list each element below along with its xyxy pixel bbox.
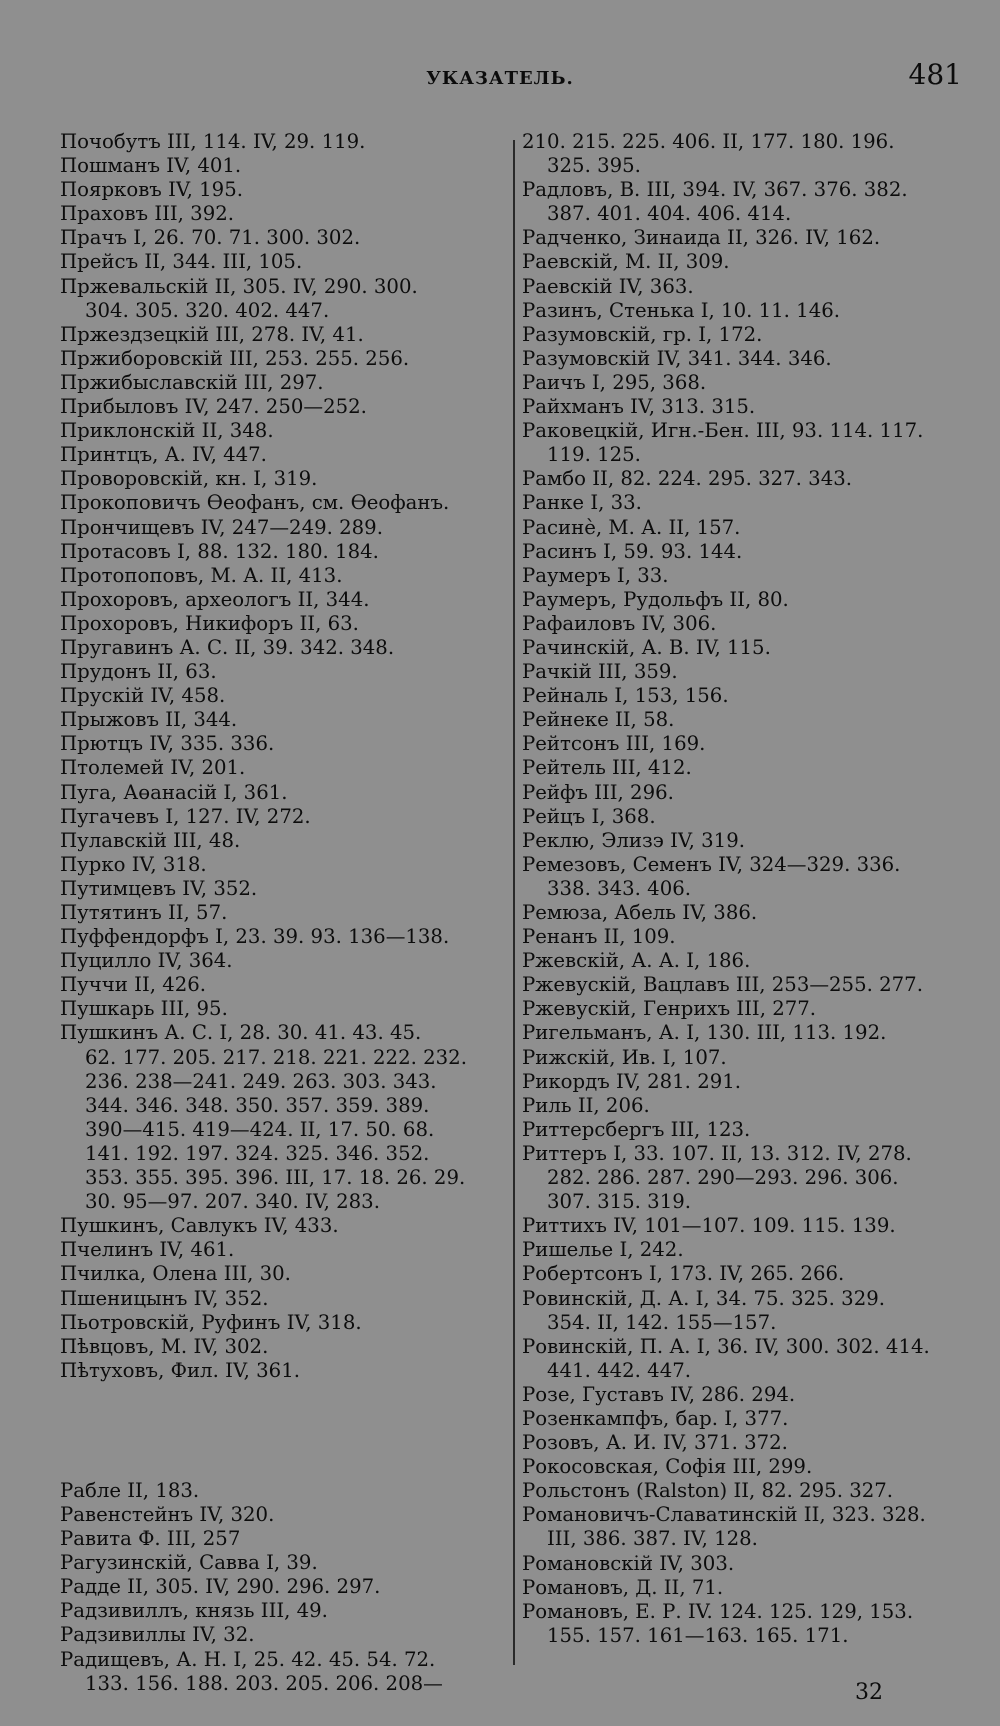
index-entry-line: Протасовъ I, 88. 132. 180. 184. [60,539,379,563]
index-entry [60,371,505,395]
index-entry-line: 304. 305. 320. 402. 447. [85,298,330,322]
index-column-right [522,130,967,1648]
index-entry-line: Ригельманъ, А. I, 130. III, 113. 192. [522,1021,887,1045]
index-entry-line: Поярковъ IV, 195. [60,178,243,202]
index-entry [522,612,967,636]
index-entry [522,1552,967,1576]
index-entry-line: Радзивиллъ, князь III, 49. [60,1599,328,1623]
index-entry [522,997,967,1021]
index-entry-line: Риль II, 206. [522,1093,650,1117]
index-entry [522,275,967,299]
index-entry [522,1503,967,1551]
index-entry [522,1383,967,1407]
index-entry-line: Романовичъ-Славатинскій II, 323. 328. [522,1503,926,1527]
index-entry-line: Прудонъ II, 63. [60,660,217,684]
index-entry-line: Ренанъ II, 109. [522,925,676,949]
index-entry [60,901,505,925]
index-entry [522,756,967,780]
index-entry-line: Рейтсонъ III, 169. [522,732,706,756]
index-entry [60,660,505,684]
index-entry-line: Пчелинъ IV, 461. [60,1238,235,1262]
index-entry [60,154,505,178]
index-entry-line: Проворовскій, кн. I, 319. [60,467,318,491]
index-entry-line: Романовъ, Е. Р. IV. 124. 125. 129, 153. [522,1599,914,1623]
page-number: 481 [908,58,962,91]
index-entry-line: Пошманъ IV, 401. [60,154,242,178]
index-entry-line: Рольстонъ (Ralston) II, 82. 295. 327. [522,1479,894,1503]
index-entry [522,467,967,491]
index-entry [522,564,967,588]
index-entry [522,1094,967,1118]
index-entry-line: Пругавинъ А. С. II, 39. 342. 348. [60,635,395,659]
index-entry [60,1262,505,1286]
index-entry [522,323,967,347]
index-entry-line: Пушкинъ, Савлукъ IV, 433. [60,1214,339,1238]
index-entry [60,877,505,901]
index-entry [60,250,505,274]
index-entry-line: Рейцъ I, 368. [522,804,656,828]
index-entry [60,443,505,467]
index-entry [60,636,505,660]
index-entry-line: Радде II, 305. IV, 290. 296. 297. [60,1575,381,1599]
index-entry [522,1407,967,1431]
index-entry [60,419,505,443]
index-entry-line: Розе, Густавъ IV, 286. 294. [522,1382,796,1406]
index-entry-line: 282. 286. 287. 290—293. 296. 306. [547,1166,899,1190]
index-entry [60,1359,505,1383]
index-entry [522,1431,967,1455]
index-entry-line: Прютцъ IV, 335. 336. [60,732,275,756]
index-entry-line: Рачинскій, А. В. IV, 115. [522,635,771,659]
index-entry [522,1600,967,1648]
index-entry [60,1623,505,1647]
index-entry-line: Пржиборовскій III, 253. 255. 256. [60,346,410,370]
index-entry-line: Пушкинъ А. С. I, 28. 30. 41. 43. 45. [60,1021,422,1045]
index-entry [60,1551,505,1575]
index-entry [522,250,967,274]
printer-signature-mark: 32 [855,1680,883,1705]
index-entry [60,540,505,564]
index-entry-line: Рачкій III, 359. [522,660,678,684]
index-entry-line: Рикордъ IV, 281. 291. [522,1069,742,1093]
index-section-p [60,130,505,1383]
index-entry [522,1576,967,1600]
index-entry [60,756,505,780]
index-entry-line: 141. 192. 197. 324. 325. 346. 352. [85,1141,430,1165]
index-entry-line: Рейфъ III, 296. [522,780,674,804]
index-entry-line: Путимцевъ IV, 352. [60,876,258,900]
index-entry-line: 119. 125. [547,443,641,467]
index-entry-line: Пѣвцовъ, М. IV, 302. [60,1334,269,1358]
index-entry [522,540,967,564]
index-entry-line: Разумовскій IV, 341. 344. 346. [522,346,832,370]
index-entry-line: Пржевальскій II, 305. IV, 290. 300. [60,274,418,298]
index-entry-line: Рафаиловъ IV, 306. [522,611,717,635]
index-entry-line: Раевскій IV, 363. [522,274,694,298]
index-entry [60,395,505,419]
index-entry [60,323,505,347]
index-entry-line: 387. 401. 404. 406. 414. [547,202,792,226]
index-entry-line: Радловъ, В. III, 394. IV, 367. 376. 382. [522,178,908,202]
index-entry [60,1238,505,1262]
index-entry [522,684,967,708]
index-entry-line: Раумеръ I, 33. [522,563,669,587]
index-entry [60,829,505,853]
index-entry-line: 325. 395. [547,154,641,178]
index-entry-line: Почобутъ III, 114. IV, 29. 119. [60,130,366,153]
index-entry-line: Прейсъ II, 344. III, 105. [60,250,303,274]
index-entry [60,973,505,997]
index-entry [522,1070,967,1094]
index-entry [522,708,967,732]
index-entry-line: 62. 177. 205. 217. 218. 221. 222. 232. [85,1045,467,1069]
index-entry [60,226,505,250]
index-entry-line: Рокосовская, Софія III, 299. [522,1455,813,1479]
index-entry [60,564,505,588]
index-entry [522,588,967,612]
index-entry [522,636,967,660]
index-entry-line: Райхманъ IV, 313. 315. [522,395,756,419]
index-entry-line: Пруcкій IV, 458. [60,684,226,708]
index-entry-line: Пушкарь III, 95. [60,997,228,1021]
index-entry-line: Ржевскій, А. А. I, 186. [522,949,751,973]
index-entry-line: Риттихъ IV, 101—107. 109. 115. 139. [522,1214,896,1238]
index-entry [60,949,505,973]
index-entry-line: Пуффендорфъ I, 23. 39. 93. 136—138. [60,925,450,949]
index-entry [60,1214,505,1238]
index-entry-line: Прохоровъ, Никифоръ II, 63. [60,611,359,635]
index-entry-line: Раевскій, М. II, 309. [522,250,730,274]
index-entry-line: Пржибыславскій III, 297. [60,370,324,394]
index-entry-line: 210. 215. 225. 406. II, 177. 180. 196. [522,130,895,153]
index-entry [522,1214,967,1238]
index-entry-line: Рижскій, Ив. I, 107. [522,1045,727,1069]
index-entry-line: Ровинскій, Д. А. I, 34. 75. 325. 329. [522,1286,885,1310]
index-entry [60,732,505,756]
index-entry [522,805,967,829]
index-entry [60,588,505,612]
index-entry [60,1311,505,1335]
index-entry-line: Рабле II, 183. [60,1478,200,1502]
index-entry-line: Ржевускій, Вацлавъ III, 253—255. 277. [522,973,923,997]
index-entry-line: 354. II, 142. 155—157. [547,1310,777,1334]
index-entry-line: Рагузинскій, Савва I, 39. [60,1551,318,1575]
index-entry-line: 236. 238—241. 249. 263. 303. 343. [85,1069,437,1093]
index-entry-line: Равенстейнъ IV, 320. [60,1502,275,1526]
index-entry-line: Прохоровъ, археологъ II, 344. [60,587,370,611]
index-entry-line: Розенкампфъ, бар. I, 377. [522,1406,789,1430]
index-entry [60,1287,505,1311]
index-entry [522,973,967,997]
index-entry [60,347,505,371]
index-column-left [60,130,505,1696]
index-entry-line: Равита Ф. III, 257 [60,1527,241,1551]
index-entry-line: III, 386. 387. IV, 128. [547,1527,758,1551]
index-entry [522,371,967,395]
index-entry-line: Ровинскій, П. А. I, 36. IV, 300. 302. 414. [522,1334,930,1358]
index-entry-line: Пугачевъ I, 127. IV, 272. [60,804,311,828]
index-entry [522,178,967,226]
index-entry-line: 30. 95—97. 207. 340. IV, 283. [85,1190,380,1214]
index-entry [60,925,505,949]
index-entry-line: Реклю, Элизэ IV, 319. [522,828,745,852]
index-entry [522,949,967,973]
index-entry [60,275,505,323]
index-entry [522,130,967,178]
index-entry-line: Прыжовъ II, 344. [60,708,238,732]
index-entry-line: Пржездзецкій III, 278. IV, 41. [60,322,364,346]
index-entry-line: Разинъ, Стенька I, 10. 11. 146. [522,298,841,322]
index-entry [60,1335,505,1359]
index-entry-line: 344. 346. 348. 350. 357. 359. 389. [85,1093,430,1117]
section-gap [60,1383,505,1479]
index-entry [522,1335,967,1383]
index-entry-line: Ремезовъ, Семенъ IV, 324—329. 336. [522,852,901,876]
index-entry [60,1648,505,1696]
index-entry-line: Пуцилло IV, 364. [60,949,233,973]
index-entry-line: Пѣтуховъ, Фил. IV, 361. [60,1358,300,1382]
page-title: УКАЗАТЕЛЬ. [426,68,574,89]
index-entry [60,1599,505,1623]
index-entry-line: Пулавскій III, 48. [60,828,241,852]
index-entry [60,1575,505,1599]
index-entry [522,299,967,323]
index-entry [60,1503,505,1527]
index-entry-line: 133. 156. 188. 203. 205. 206. 208— [85,1671,443,1695]
index-entry [522,226,967,250]
index-section-r-continued [522,130,967,1648]
index-entry [522,347,967,371]
index-entry-line: Протопоповъ, М. А. II, 413. [60,563,343,587]
index-entry-line: Принтцъ, А. IV, 447. [60,443,267,467]
index-entry [522,1142,967,1214]
index-entry-line: Робертсонъ I, 173. IV, 265. 266. [522,1262,845,1286]
column-divider [513,140,515,1665]
index-entry [60,1021,505,1214]
index-entry-line: Расинъ I, 59. 93. 144. [522,539,743,563]
index-entry-line: Пуга, Аөанасій I, 361. [60,780,288,804]
index-entry-line: Прокоповичъ Өеофанъ, см. Өеофанъ. [60,491,450,515]
index-entry [60,202,505,226]
index-entry [522,781,967,805]
index-entry-line: Пчилка, Олена III, 30. [60,1262,291,1286]
index-entry [522,901,967,925]
index-entry [522,660,967,684]
index-entry-line: Птолемей IV, 201. [60,756,246,780]
index-entry-line: Рейтель III, 412. [522,756,692,780]
index-entry-line: Путятинъ II, 57. [60,901,228,924]
index-entry [60,491,505,515]
index-entry [522,516,967,540]
index-entry-line: 353. 355. 395. 396. III, 17. 18. 26. 29. [85,1166,466,1190]
index-entry [60,997,505,1021]
index-entry-line: Рамбо II, 82. 224. 295. 327. 343. [522,467,853,491]
index-entry [522,853,967,901]
index-entry-line: Прачъ I, 26. 70. 71. 300. 302. [60,226,361,250]
index-entry [522,732,967,756]
index-entry [522,395,967,419]
index-entry [522,1238,967,1262]
index-entry-line: Раумеръ, Рудольфъ II, 80. [522,587,789,611]
index-entry [522,1455,967,1479]
index-entry-line: Розовъ, А. И. IV, 371. 372. [522,1431,788,1455]
index-entry [60,130,505,154]
index-entry [60,1479,505,1503]
index-entry [522,491,967,515]
page-header [0,58,1000,98]
index-entry [522,419,967,467]
index-entry-line: Пьотровскій, Руфинъ IV, 318. [60,1310,362,1334]
index-entry-line: Прончищевъ IV, 247—249. 289. [60,515,383,539]
index-entry [522,1046,967,1070]
index-entry [60,805,505,829]
index-entry-line: Приклонскій II, 348. [60,419,274,443]
index-entry [60,853,505,877]
index-entry-line: Разумовскій, гр. I, 172. [522,322,763,346]
index-entry-line: Радченко, Зинаида II, 326. IV, 162. [522,226,881,250]
index-entry-line: Пуччи II, 426. [60,973,207,997]
index-entry-line: Раичъ I, 295, 368. [522,370,707,394]
index-entry [60,467,505,491]
index-entry-line: Ришелье I, 242. [522,1238,684,1262]
index-entry-line: 338. 343. 406. [547,876,692,900]
index-entry-line: Радищевъ, А. Н. I, 25. 42. 45. 54. 72. [60,1647,436,1671]
index-entry [522,1118,967,1142]
index-entry-line: Риттерсбергъ III, 123. [522,1117,751,1141]
index-entry [60,684,505,708]
index-entry [60,178,505,202]
index-entry-line: Раковецкій, Игн.-Бен. III, 93. 114. 117. [522,419,924,443]
index-entry-line: Ржевускій, Генрихъ III, 277. [522,997,817,1021]
index-entry-line: 441. 442. 447. [547,1358,692,1382]
index-entry-line: 155. 157. 161—163. 165. 171. [547,1623,849,1647]
index-entry-line: Пшеницынъ IV, 352. [60,1286,269,1310]
index-entry [522,925,967,949]
index-entry-line: Романовскій IV, 303. [522,1551,735,1575]
index-entry-line: Романовъ, Д. II, 71. [522,1575,724,1599]
index-entry-line: 307. 315. 319. [547,1190,692,1214]
index-entry [60,781,505,805]
index-entry-line: Риттеръ I, 33. 107. II, 13. 312. IV, 278. [522,1141,912,1165]
index-entry-line: 390—415. 419—424. II, 17. 50. 68. [85,1117,435,1141]
index-entry [60,1527,505,1551]
index-entry [522,1021,967,1045]
index-entry [522,1479,967,1503]
index-entry [522,1262,967,1286]
index-entry-line: Ранке I, 33. [522,491,642,515]
index-entry-line: Расинѐ, М. А. II, 157. [522,515,741,539]
index-entry [522,829,967,853]
index-entry-line: Пурко IV, 318. [60,852,207,876]
index-entry-line: Праховъ III, 392. [60,202,235,226]
index-entry-line: Радзивиллы IV, 32. [60,1623,255,1647]
index-section-r [60,1479,505,1696]
index-entry-line: Рейнеке II, 58. [522,708,675,732]
index-entry-line: Прибыловъ IV, 247. 250—252. [60,395,367,419]
index-entry [522,1287,967,1335]
index-entry-line: Ремюза, Абель IV, 386. [522,901,758,924]
index-entry-line: Рейналь I, 153, 156. [522,684,729,708]
index-entry [60,708,505,732]
index-entry [60,612,505,636]
index-entry [60,516,505,540]
